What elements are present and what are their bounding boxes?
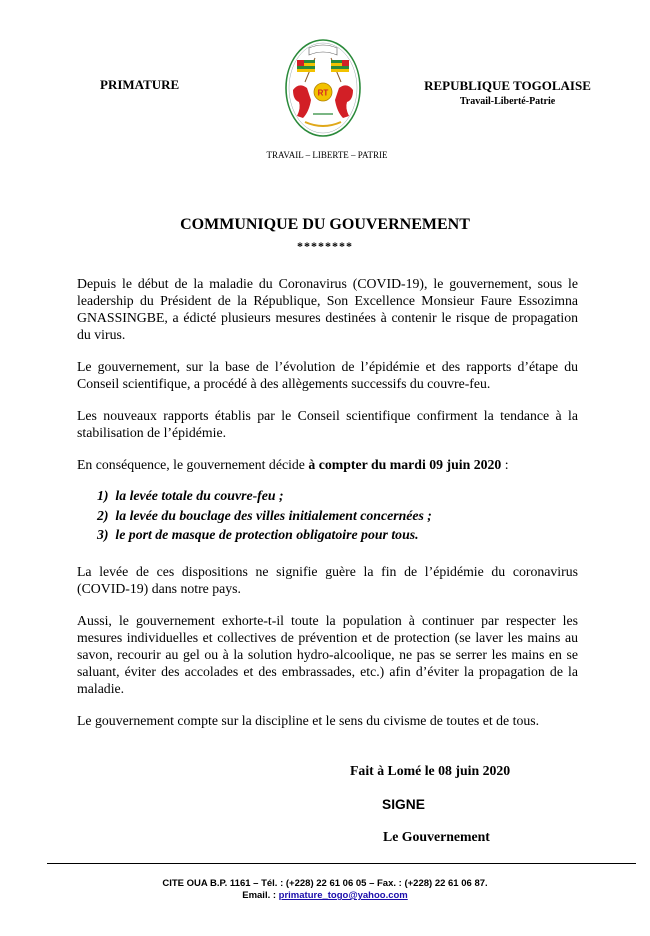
place-date: Fait à Lomé le 08 juin 2020	[350, 763, 511, 778]
paragraph-intro: Depuis le début de la maladie du Coronavirus (COVID-19), le gouvernement, sous le leadership du Président de la République, Son Excellence Monsieur Faure Essozimna GNASSINGBE, a édicté plusieurs mesures destinées à contenir le risque de propagation du virus.	[77, 276, 578, 342]
issuer-primature: PRIMATURE	[100, 77, 180, 92]
list-item	[97, 525, 432, 545]
list-item-number: 3)	[97, 527, 109, 542]
list-item-number: 2)	[97, 507, 109, 523]
document-title: COMMUNIQUE DU GOUVERNEMENT	[180, 216, 470, 233]
paragraph-not-end: La levée de ces dispositions ne signifie guère la fin de l’épidémie du coronavirus (COVID-19) dans notre pays.	[77, 564, 578, 596]
email-label: Email. :	[242, 890, 279, 901]
footer-divider	[47, 863, 636, 864]
list-item-number: 1)	[97, 488, 109, 503]
republic-motto: Travail-Liberté-Patrie	[459, 96, 556, 107]
republic-name: REPUBLIQUE TOGOLAISE	[424, 78, 591, 93]
paragraph-stabilisation: Les nouveaux rapports établis par le Conseil scientifique confirment la tendance à la stabilisation de l’épidémie.	[77, 408, 578, 440]
list-item-text: la levée totale du couvre-feu ;	[115, 488, 284, 503]
title-separator: ********	[297, 239, 353, 253]
paragraph-decision	[77, 456, 578, 473]
decision-date: à compter du mardi 09 juin 2020	[308, 457, 502, 472]
paragraph-discipline: Le gouvernement compte sur la discipline et le sens du civisme de toutes et de tous.	[77, 713, 540, 728]
footer-email-line	[0, 890, 650, 902]
footer	[0, 878, 650, 902]
decision-colon: :	[501, 457, 509, 472]
footer-address: CITE OUA B.P. 1161 – Tél. : (+228) 22 61 06 05 – Fax. : (+228) 22 61 06 87.	[162, 878, 488, 889]
email-link[interactable]: primature_togo@yahoo.com	[278, 890, 408, 901]
svg-text:RT: RT	[317, 88, 329, 98]
list-item	[97, 486, 432, 506]
togo-coat-of-arms-icon	[283, 38, 363, 138]
republic-header	[420, 78, 595, 107]
paragraph-exhortation: Aussi, le gouvernement exhorte-t-il toute la population à continuer par respecter les mesures individuelles et collectives de prévention et de protection (se laver les mains au savon, recourir au gel ou à la solution hydro-alcoolique, ne pas se serrer les mains en se saluant, éviter des accolades et des embrassades, etc.) afin d’éviter la propagation de la maladie.	[77, 613, 578, 696]
emblem-motto: TRAVAIL – LIBERTE – PATRIE	[266, 150, 388, 160]
list-item-text: la levée du bouclage des villes initialement concernées ;	[115, 507, 432, 523]
decision-lead: En conséquence, le gouvernement décide	[77, 457, 309, 472]
measures-list	[97, 486, 432, 545]
signed-mark: SIGNE	[382, 797, 425, 812]
paragraph-curfew-relief: Le gouvernement, sur la base de l’évolution de l’épidémie et des rapports d’étape du Conseil scientifique, a procédé à des allègements successifs du couvre-feu.	[77, 359, 578, 391]
signatory: Le Gouvernement	[383, 829, 490, 844]
list-item	[97, 506, 432, 526]
list-item-text: le port de masque de protection obligatoire pour tous.	[115, 527, 419, 542]
